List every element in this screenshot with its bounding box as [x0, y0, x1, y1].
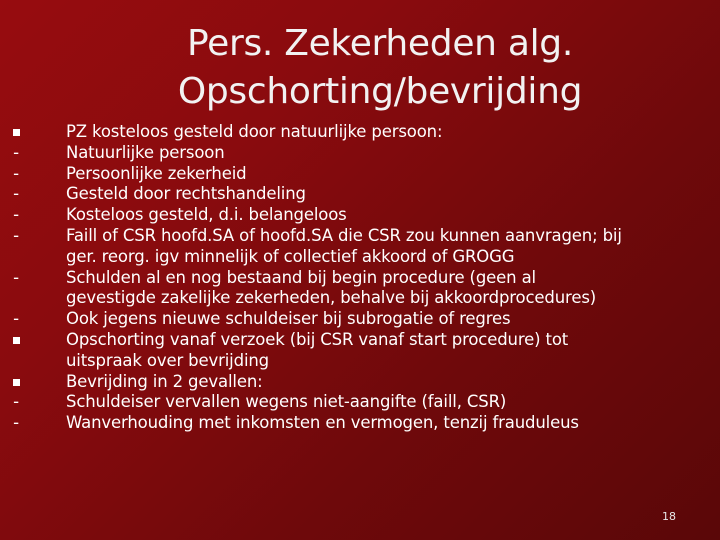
list-item [0, 309, 720, 330]
dash-bullet-icon: - [13, 392, 19, 412]
list-item [0, 372, 720, 393]
bullet-list [0, 122, 720, 434]
title-line-2: Opschorting/bevrijding [177, 71, 583, 112]
dash-bullet-icon: - [13, 225, 19, 245]
list-item [0, 122, 720, 143]
list-item-text: Persoonlijke zekerheid [66, 163, 247, 183]
list-item [0, 164, 720, 185]
dash-bullet-icon: - [13, 309, 19, 329]
dash-bullet-icon: - [13, 413, 19, 433]
list-item-text: Kosteloos gesteld, d.i. belangeloos [66, 205, 347, 225]
dash-bullet-icon: - [13, 142, 19, 162]
dash-bullet-icon: - [13, 163, 19, 183]
list-item [0, 392, 720, 413]
title-line-1: Pers. Zekerheden alg. [187, 23, 573, 64]
list-item-text: Schuldeiser vervallen wegens niet-aangifte (faill, CSR) [66, 392, 507, 412]
list-item [0, 330, 720, 372]
list-item-text: Ook jegens nieuwe schuldeiser bij subrogatie of regres [66, 309, 511, 329]
list-item-text: Faill of CSR hoofd.SA of hoofd.SA die CSR zou kunnen aanvragen; bij [66, 225, 622, 245]
list-item-text: ger. reorg. igv minnelijk of collectief akkoord of GROGG [66, 246, 515, 266]
dash-bullet-icon: - [13, 205, 19, 225]
list-item-text: Bevrijding in 2 gevallen: [66, 371, 263, 391]
list-item [0, 205, 720, 226]
list-item [0, 184, 720, 205]
dash-bullet-icon: - [13, 184, 19, 204]
dash-bullet-icon: - [13, 267, 19, 287]
list-item-text: Gesteld door rechtshandeling [66, 184, 306, 204]
list-item-text: PZ kosteloos gesteld door natuurlijke persoon: [66, 122, 443, 141]
list-item [0, 143, 720, 164]
list-item [0, 413, 720, 434]
list-item [0, 268, 720, 310]
square-bullet-icon [9, 122, 23, 136]
slide-title [100, 20, 660, 116]
list-item-text: uitspraak over bevrijding [66, 350, 270, 370]
square-bullet-icon [9, 372, 23, 386]
list-item-text: Natuurlijke persoon [66, 142, 225, 162]
list-item-text: gevestigde zakelijke zekerheden, behalve bij akkoordprocedures) [66, 288, 597, 308]
page-number: 18 [662, 510, 676, 523]
list-item [0, 226, 720, 268]
list-item-text: Opschorting vanaf verzoek (bij CSR vanaf start procedure) tot [66, 329, 569, 349]
square-bullet-icon [9, 330, 23, 344]
list-item-text: Schulden al en nog bestaand bij begin procedure (geen al [66, 267, 536, 287]
list-item-text: Wanverhouding met inkomsten en vermogen, tenzij frauduleus [66, 413, 579, 433]
